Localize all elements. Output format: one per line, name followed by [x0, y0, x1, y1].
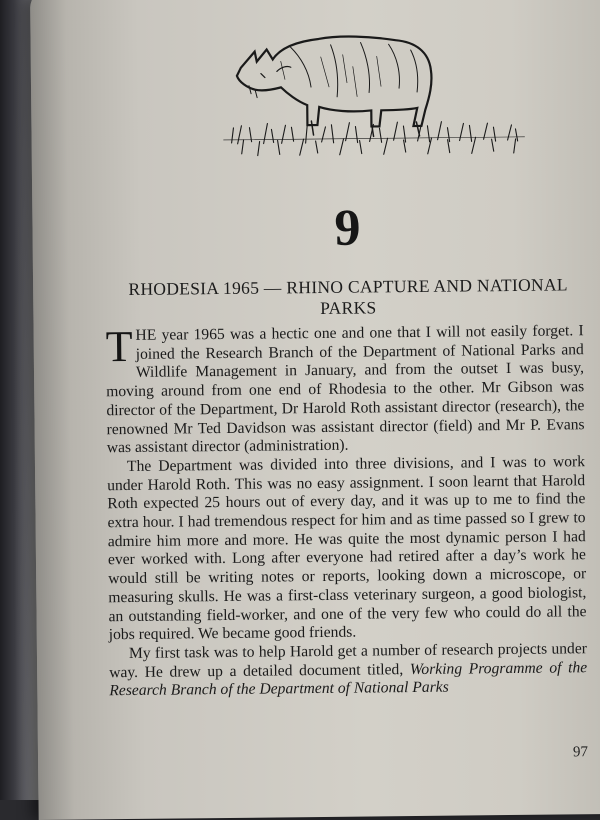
paragraph-3-text: My first task was to help Harold get a number of research projects under way. He drew up a detailed document titled, — [109, 640, 588, 681]
chapter-number: 9 — [334, 199, 361, 257]
page-number: 97 — [572, 744, 589, 761]
opening-word-rest: HE — [135, 326, 157, 344]
chapter-body — [106, 322, 588, 701]
paragraph-3 — [109, 640, 588, 701]
rhino-illustration — [220, 25, 526, 168]
paragraph-2: The Department was divided into three divisions, and I was to work under Harold Roth. This was no easy assignment. I soon learnt that Harold Roth expected 25 hours out of every day, and it was up to me to find the extra hour. I had tremendous respect for him and as time passed so I grew to admire him more and more. He was quite the most dynamic person I had ever worked with. Long after everyone had retired after a day’s work he would still be writing notes or reports, looking down a microscope, or measuring skulls. He was a first-class veterinary surgeon, a good biologist, an outstanding field-worker, and one of the very few who could do all the jobs required. We became good friends. — [107, 453, 587, 644]
paragraph-1 — [106, 322, 585, 458]
drop-cap: T — [105, 321, 133, 372]
chapter-title: RHODESIA 1965 — RHINO CAPTURE AND NATIONAL PARKS — [128, 274, 568, 318]
book-page — [30, 0, 600, 820]
document-title-italic: Working Programme of the Research Branch of the Department of National Parks — [109, 658, 588, 700]
paragraph-1-text: year 1965 was a hectic one and one that I will not easily forget. I joined the Research Branch of the Department of National Parks and Wildlife Management in January, and from the outset I was busy, moving around from one end of Rhodesia to the other. Mr Gibson was director of the Department, Dr Harold Roth assistant director (research), the renowned Mr Ted Davidson was assistant director (field) and Mr P. Evans was assistant director (administration). — [106, 322, 585, 457]
